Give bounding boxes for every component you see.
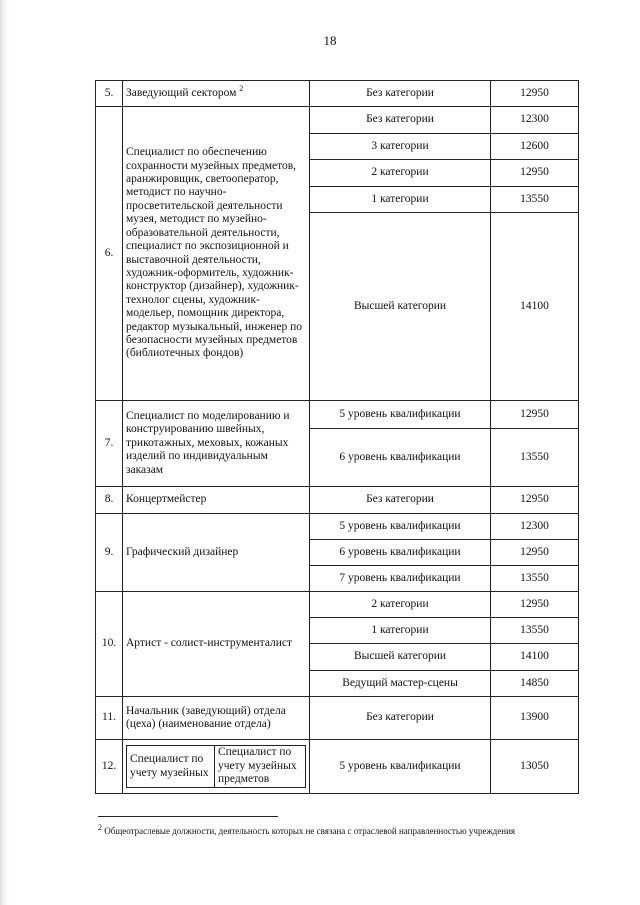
table-row bbox=[96, 740, 579, 794]
category-cell: 6 уровень квалификации bbox=[310, 429, 491, 487]
table-row bbox=[96, 487, 579, 514]
row-number: 8. bbox=[96, 487, 123, 514]
position-title: Концертмейстер bbox=[123, 487, 310, 514]
table-row bbox=[96, 401, 579, 429]
row-number: 5. bbox=[96, 81, 123, 107]
salary-cell: 13550 bbox=[491, 187, 579, 213]
row-number: 12. bbox=[96, 740, 123, 794]
salary-cell: 12950 bbox=[491, 81, 579, 107]
category-cell: 7 уровень квалификации bbox=[310, 566, 491, 592]
salary-cell: 12950 bbox=[491, 540, 579, 566]
salary-cell: 12950 bbox=[491, 487, 579, 514]
position-title-text: Заведующий сектором bbox=[126, 86, 237, 99]
salary-cell: 12300 bbox=[491, 514, 579, 540]
salary-cell: 14100 bbox=[491, 213, 579, 401]
category-cell: 5 уровень квалификации bbox=[310, 740, 491, 794]
salary-cell: 13900 bbox=[491, 697, 579, 740]
category-cell: 2 категории bbox=[310, 160, 491, 187]
position-split-table bbox=[126, 745, 306, 787]
salary-cell: 12950 bbox=[491, 592, 579, 618]
scan-binding-shadow bbox=[0, 0, 10, 905]
category-cell: Без категории bbox=[310, 81, 491, 107]
category-cell: 1 категории bbox=[310, 187, 491, 213]
salary-cell: 13550 bbox=[491, 566, 579, 592]
position-title: Артист - солист-инструменталист bbox=[123, 592, 310, 697]
category-cell: Без категории bbox=[310, 697, 491, 740]
position-title: Начальник (заведующий) отдела (цеха) (наименование отдела) bbox=[123, 697, 310, 740]
position-title: Специалист по моделированию и конструированию швейных, трикотажных, меховых, кожаных изделий по индивидуальным заказам bbox=[123, 401, 310, 487]
table-row bbox=[96, 107, 579, 134]
category-cell: 3 категории bbox=[310, 134, 491, 160]
salary-cell: 14100 bbox=[491, 644, 579, 671]
category-cell: Без категории bbox=[310, 107, 491, 134]
salary-cell: 12950 bbox=[491, 160, 579, 187]
page-number: 18 bbox=[323, 33, 337, 48]
row-number: 6. bbox=[96, 107, 123, 401]
row-number: 10. bbox=[96, 592, 123, 697]
category-cell: Без категории bbox=[310, 487, 491, 514]
category-cell: 6 уровень квалификации bbox=[310, 540, 491, 566]
footnote-divider bbox=[98, 816, 278, 817]
position-title: Графический дизайнер bbox=[123, 514, 310, 592]
salary-cell: 12600 bbox=[491, 134, 579, 160]
category-cell: 5 уровень квалификации bbox=[310, 514, 491, 540]
salary-cell: 12950 bbox=[491, 401, 579, 429]
table-row bbox=[96, 81, 579, 107]
position-title: Специалист по обеспечению сохранности музейных предметов, аранжировщик, светооператор, методист по научно-просветительской деятельности музея, методист по музейно-образовательной деятельности, специалист по экспозиционной и выставочной деятельности, художник-оформитель, художник-конструктор (дизайнер), художник-технолог сцены, художник-модельер, помощник директора, редактор музыкальный, инженер по безопасности музейных предметов (библиотечных фондов) bbox=[123, 107, 310, 401]
category-cell: Ведущий мастер-сцены bbox=[310, 671, 491, 697]
table-row bbox=[96, 592, 579, 618]
salary-cell: 14850 bbox=[491, 671, 579, 697]
position-title-right: Специалист по учету музейных предметов bbox=[215, 746, 306, 787]
row-number: 9. bbox=[96, 514, 123, 592]
category-cell: 5 уровень квалификации bbox=[310, 401, 491, 429]
category-cell: Высшей категории bbox=[310, 213, 491, 401]
position-title-split bbox=[123, 740, 310, 794]
row-number: 11. bbox=[96, 697, 123, 740]
salary-cell: 13550 bbox=[491, 618, 579, 644]
position-title bbox=[123, 81, 310, 107]
position-title-left: Специалист по учету музейных bbox=[127, 746, 215, 787]
salary-cell: 12300 bbox=[491, 107, 579, 134]
salary-table bbox=[95, 80, 579, 794]
category-cell: 1 категории bbox=[310, 618, 491, 644]
row-number: 7. bbox=[96, 401, 123, 487]
table-row bbox=[96, 697, 579, 740]
footnote-reference: 2 bbox=[239, 83, 244, 93]
category-cell: Высшей категории bbox=[310, 644, 491, 671]
table-row bbox=[96, 514, 579, 540]
footnote-text: Общеотраслевые должности, деятельность которых не связана с отраслевой направленностью учреждения bbox=[104, 826, 516, 836]
footnote-mark: 2 bbox=[98, 823, 102, 832]
salary-cell: 13050 bbox=[491, 740, 579, 794]
category-cell: 2 категории bbox=[310, 592, 491, 618]
salary-cell: 13550 bbox=[491, 429, 579, 487]
footnote bbox=[98, 823, 548, 837]
